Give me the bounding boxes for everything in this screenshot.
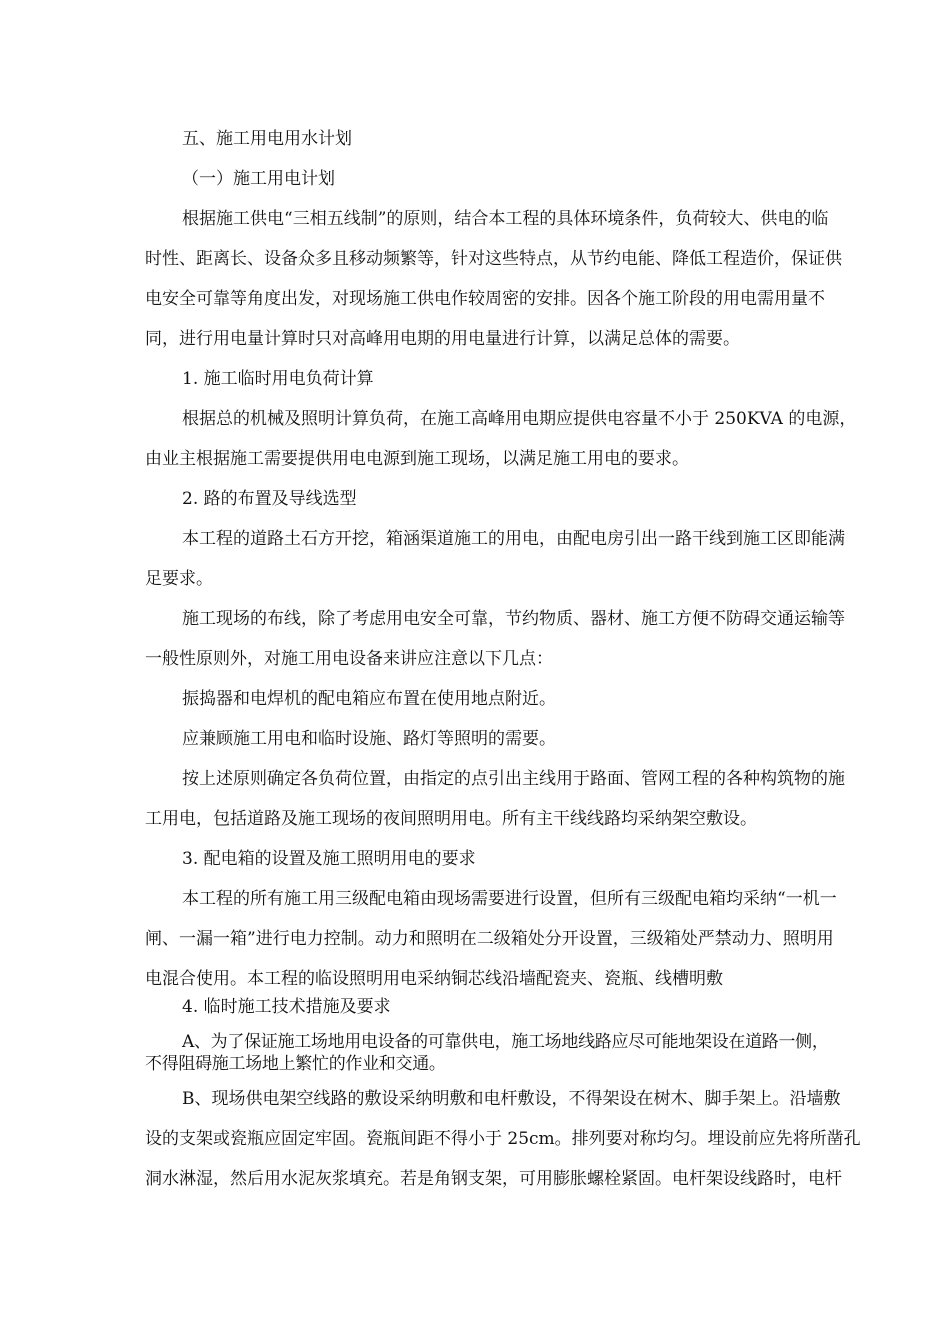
paragraph-line: 根据总的机械及照明计算负荷，在施工高峰用电期应提供电容量不小于 250KVA 的电源， (182, 409, 857, 429)
paragraph-line: 足要求。 (145, 569, 213, 589)
paragraph-line: 应兼顾施工用电和临时设施、路灯等照明的需要。 (182, 729, 556, 749)
item-heading: 1. 施工临时用电负荷计算 (182, 369, 374, 389)
paragraph-line: 一般性原则外，对施工用电设备来讲应注意以下几点： (145, 649, 553, 669)
paragraph-line: 工用电，包括道路及施工现场的夜间照明用电。所有主干线线路均采纳架空敷设。 (145, 809, 757, 829)
paragraph-line: 按上述原则确定各负荷位置，由指定的点引出主线用于路面、管网工程的各种构筑物的施 (182, 769, 845, 789)
paragraph-line: 本工程的所有施工用三级配电箱由现场需要进行设置，但所有三级配电箱均采纳“一机一 (182, 889, 837, 909)
paragraph-line: 电安全可靠等角度出发，对现场施工供电作较周密的安排。因各个施工阶段的用电需用量不 (145, 289, 825, 309)
paragraph-line: 闸、一漏一箱”进行电力控制。动力和照明在二级箱处分开设置，三级箱处严禁动力、照明用 (145, 929, 834, 949)
paragraph-line: 施工现场的布线，除了考虑用电安全可靠，节约物质、器材、施工方便不防碍交通运输等 (182, 609, 845, 629)
paragraph-line: 由业主根据施工需要提供用电电源到施工现场，以满足施工用电的要求。 (145, 449, 689, 469)
item-heading: 2. 路的布置及导线选型 (182, 489, 357, 509)
subsection-heading: （一）施工用电计划 (182, 169, 335, 189)
paragraph-line: 根据施工供电“三相五线制”的原则，结合本工程的具体环境条件，负荷较大、供电的临 (182, 209, 829, 229)
paragraph-line: 振捣器和电焊机的配电箱应布置在使用地点附近。 (182, 689, 556, 709)
paragraph-line: 不得阻碍施工场地上繁忙的作业和交通。 (145, 1054, 446, 1074)
item-heading: 4. 临时施工技术措施及要求 (182, 997, 391, 1017)
item-heading: 3. 配电箱的设置及施工照明用电的要求 (182, 849, 476, 869)
paragraph-line: B、现场供电架空线路的敷设采纳明敷和电杆敷设，不得架设在树木、脚手架上。沿墙敷 (182, 1089, 841, 1109)
paragraph-line: 同，进行用电量计算时只对高峰用电期的用电量进行计算，以满足总体的需要。 (145, 329, 740, 349)
paragraph-line: A、为了保证施工场地用电设备的可靠供电，施工场地线路应尽可能地架设在道路一侧， (182, 1032, 829, 1052)
paragraph-line: 本工程的道路土石方开挖，箱涵渠道施工的用电，由配电房引出一路干线到施工区即能满 (182, 529, 845, 549)
paragraph-line: 设的支架或瓷瓶应固定牢固。瓷瓶间距不得小于 25cm。排列要对称均匀。埋设前应先将所凿孔 (145, 1129, 861, 1149)
paragraph-line: 洞水淋湿，然后用水泥灰浆填充。若是角钢支架，可用膨胀螺栓紧固。电杆架设线路时，电杆 (145, 1169, 842, 1189)
section-heading: 五、施工用电用水计划 (182, 129, 352, 149)
paragraph-line: 电混合使用。本工程的临设照明用电采纳铜芯线沿墙配瓷夹、瓷瓶、线槽明敷 (145, 969, 723, 989)
paragraph-line: 时性、距离长、设备众多且移动频繁等，针对这些特点，从节约电能、降低工程造价，保证供 (145, 249, 842, 269)
